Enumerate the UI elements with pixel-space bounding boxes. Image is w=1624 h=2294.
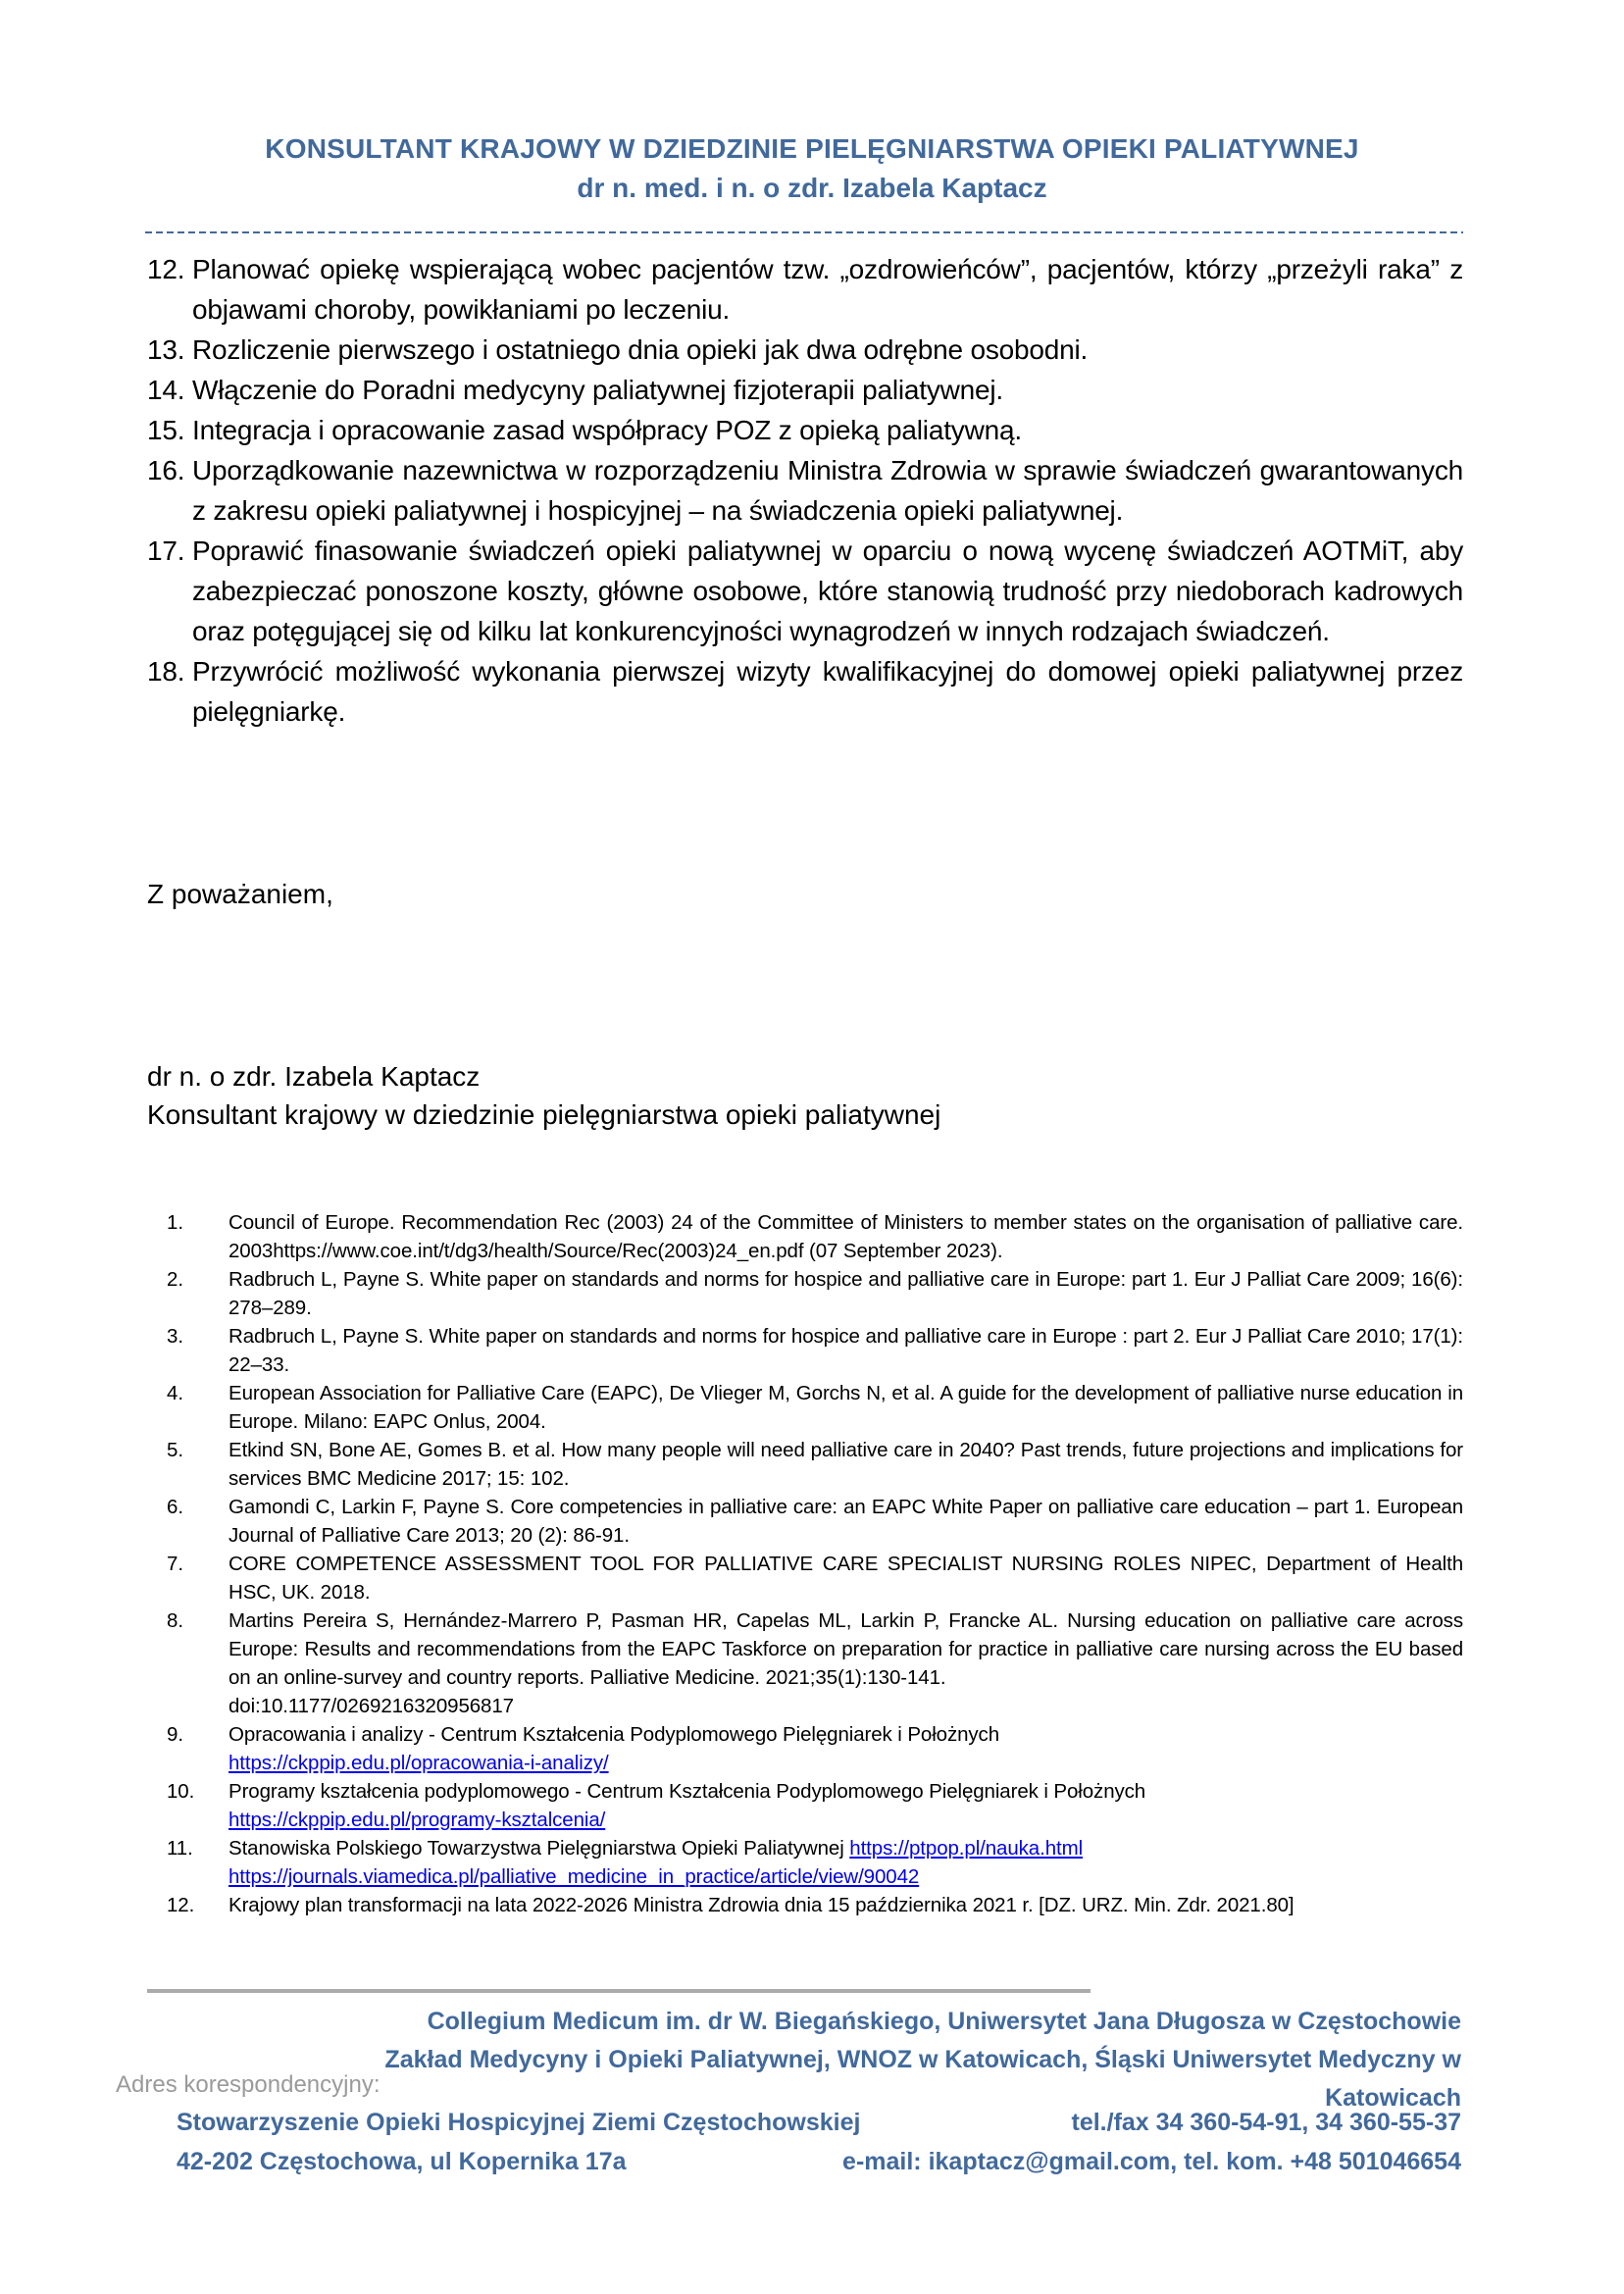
reference-item bbox=[149, 1777, 1463, 1834]
footer-organizations bbox=[294, 2003, 1461, 2117]
reference-item bbox=[149, 1322, 1463, 1379]
reference-item bbox=[149, 1606, 1463, 1720]
reference-text: Opracowania i analizy - Centrum Kształcenia Podyplomowego Pielęgniarek i Położnych bbox=[228, 1723, 1000, 1746]
reference-text: Etkind SN, Bone AE, Gomes B. et al. How many people will need palliative care in 2040? Past trends, future projections and implications for services BMC Medicine 2017; 15: 102. bbox=[228, 1439, 1463, 1490]
reference-link[interactable]: https://ckppip.edu.pl/programy-ksztalcenia/ bbox=[228, 1809, 606, 1831]
reference-text: doi:10.1177/0269216320956817 bbox=[228, 1695, 514, 1717]
signature-block bbox=[147, 1057, 940, 1134]
footer-org-line2: Zakład Medycyny i Opieki Paliatywnej, WNOZ w Katowicach, Śląski Uniwersytet Medyczny w Katowicach bbox=[384, 2046, 1461, 2112]
footer-contact-row bbox=[177, 2103, 1461, 2142]
reference-link[interactable]: https://journals.viamedica.pl/palliative_medicine_in_practice/article/view/90042 bbox=[228, 1865, 920, 1888]
reference-text: Stanowiska Polskiego Towarzystwa Pielęgniarstwa Opieki Paliatywnej bbox=[228, 1837, 850, 1860]
reference-text: Krajowy plan transformacji na lata 2022-2026 Ministra Zdrowia dnia 15 października 2021 r. [DZ. URZ. Min. Zdr. 2021.80] bbox=[228, 1894, 1294, 1916]
reference-item bbox=[149, 1550, 1463, 1606]
demands-list bbox=[147, 249, 1463, 732]
header-subtitle: dr n. med. i n. o zdr. Izabela Kaptacz bbox=[577, 173, 1047, 203]
reference-item bbox=[149, 1891, 1463, 1919]
reference-link[interactable]: https://ckppip.edu.pl/opracowania-i-analizy/ bbox=[228, 1752, 609, 1774]
list-item: Poprawić finasowanie świadczeń opieki paliatywnej w oparciu o nową wycenę świadczeń AOTMiT, aby zabezpieczać ponoszone koszty, główne osobowe, które stanowią trudność przy niedoborach kadrowych oraz potęgującej się od kilku lat konkurencyjności wynagrodzeń w innych rodzajach świadczeń. bbox=[192, 535, 1463, 646]
reference-item bbox=[149, 1265, 1463, 1322]
references-list bbox=[149, 1208, 1463, 1919]
list-item: Uporządkowanie nazewnictwa w rozporządzeniu Ministra Zdrowia w sprawie świadczeń gwarantowanych z zakresu opieki paliatywnej i hospicyjnej – na świadczenia opieki paliatywnej. bbox=[192, 455, 1463, 526]
reference-text: Martins Pereira S, Hernández-Marrero P, Pasman HR, Capelas ML, Larkin P, Francke AL. Nursing education on palliative care across Europe: Results and recommendations from the EAPC Taskforce on preparation for practice in palliative care nursing across the EU based on an online-survey and country reports. Palliative Medicine. 2021;35(1):130-141. bbox=[228, 1609, 1463, 1689]
signature-title: Konsultant krajowy w dziedzinie pielęgniarstwa opieki paliatywnej bbox=[147, 1099, 941, 1130]
list-item: Rozliczenie pierwszego i ostatniego dnia opieki jak dwa odrębne osobodni. bbox=[192, 334, 1089, 365]
reference-text: Gamondi C, Larkin F, Payne S. Core competencies in palliative care: an EAPC White Paper on palliative care education – part 1. European Journal of Palliative Care 2013; 20 (2): 86-91. bbox=[228, 1496, 1463, 1547]
closing-salutation: Z poważaniem, bbox=[147, 879, 333, 909]
letter-header bbox=[0, 133, 1624, 204]
reference-text: Programy kształcenia podyplomowego - Centrum Kształcenia Podyplomowego Pielęgniarek i Położnych bbox=[228, 1780, 1146, 1803]
footer-divider bbox=[147, 1989, 1091, 1993]
reference-item bbox=[149, 1436, 1463, 1493]
footer-email: e-mail: ikaptacz@gmail.com, tel. kom. +48 501046654 bbox=[842, 2148, 1461, 2175]
reference-item bbox=[149, 1834, 1463, 1891]
reference-item bbox=[149, 1208, 1463, 1265]
reference-item bbox=[149, 1379, 1463, 1436]
reference-text: European Association for Palliative Care (EAPC), De Vlieger M, Gorchs N, et al. A guide for the development of palliative nurse education in Europe. Milano: EAPC Onlus, 2004. bbox=[228, 1382, 1463, 1433]
list-item: Przywrócić możliwość wykonania pierwszej wizyty kwalifikacyjnej do domowej opieki paliatywnej przez pielęgniarkę. bbox=[192, 656, 1463, 727]
footer-contact bbox=[177, 2103, 1461, 2181]
reference-text: Radbruch L, Payne S. White paper on standards and norms for hospice and palliative care in Europe: part 1. Eur J Palliat Care 2009; 16(6): 278–289. bbox=[228, 1268, 1463, 1319]
reference-text: Council of Europe. Recommendation Rec (2003) 24 of the Committee of Ministers to member states on the organisation of palliative care. 2003https://www.coe.int/t/dg3/health/Source/Rec(2003)24_en.pdf (07 September 2023). bbox=[228, 1211, 1463, 1262]
footer-org-name: Stowarzyszenie Opieki Hospicyjnej Ziemi Częstochowskiej bbox=[177, 2109, 861, 2136]
header-divider bbox=[145, 231, 1463, 233]
page-title: KONSULTANT KRAJOWY W DZIEDZINIE PIELĘGNIARSTWA OPIEKI PALIATYWNEJ bbox=[265, 133, 1359, 164]
list-item: Włączenie do Poradni medycyny paliatywnej fizjoterapii paliatywnej. bbox=[192, 375, 1004, 405]
signature-name: dr n. o zdr. Izabela Kaptacz bbox=[147, 1061, 481, 1092]
list-item: Integracja i opracowanie zasad współpracy POZ z opieką paliatywną. bbox=[192, 415, 1022, 445]
reference-text: Radbruch L, Payne S. White paper on standards and norms for hospice and palliative care in Europe : part 2. Eur J Palliat Care 2010; 17(1): 22–33. bbox=[228, 1325, 1463, 1376]
footer-address-label: Adres korespondencyjny: bbox=[116, 2071, 381, 2098]
reference-link[interactable]: https://ptpop.pl/nauka.html bbox=[849, 1837, 1084, 1860]
footer-address: 42-202 Częstochowa, ul Kopernika 17a bbox=[177, 2148, 627, 2175]
reference-text: CORE COMPETENCE ASSESSMENT TOOL FOR PALLIATIVE CARE SPECIALIST NURSING ROLES NIPEC, Department of Health HSC, UK. 2018. bbox=[228, 1553, 1463, 1604]
footer-phone: tel./fax 34 360-54-91, 34 360-55-37 bbox=[1071, 2109, 1461, 2136]
reference-item bbox=[149, 1493, 1463, 1550]
footer-org-line1: Collegium Medicum im. dr W. Biegańskiego, Uniwersytet Jana Długosza w Częstochowie bbox=[427, 2008, 1461, 2035]
footer-contact-row bbox=[177, 2142, 1461, 2181]
reference-item bbox=[149, 1720, 1463, 1777]
list-item: Planować opiekę wspierającą wobec pacjentów tzw. „ozdrowieńców”, pacjentów, którzy „przeżyli raka” z objawami choroby, powikłaniami po leczeniu. bbox=[192, 254, 1463, 325]
